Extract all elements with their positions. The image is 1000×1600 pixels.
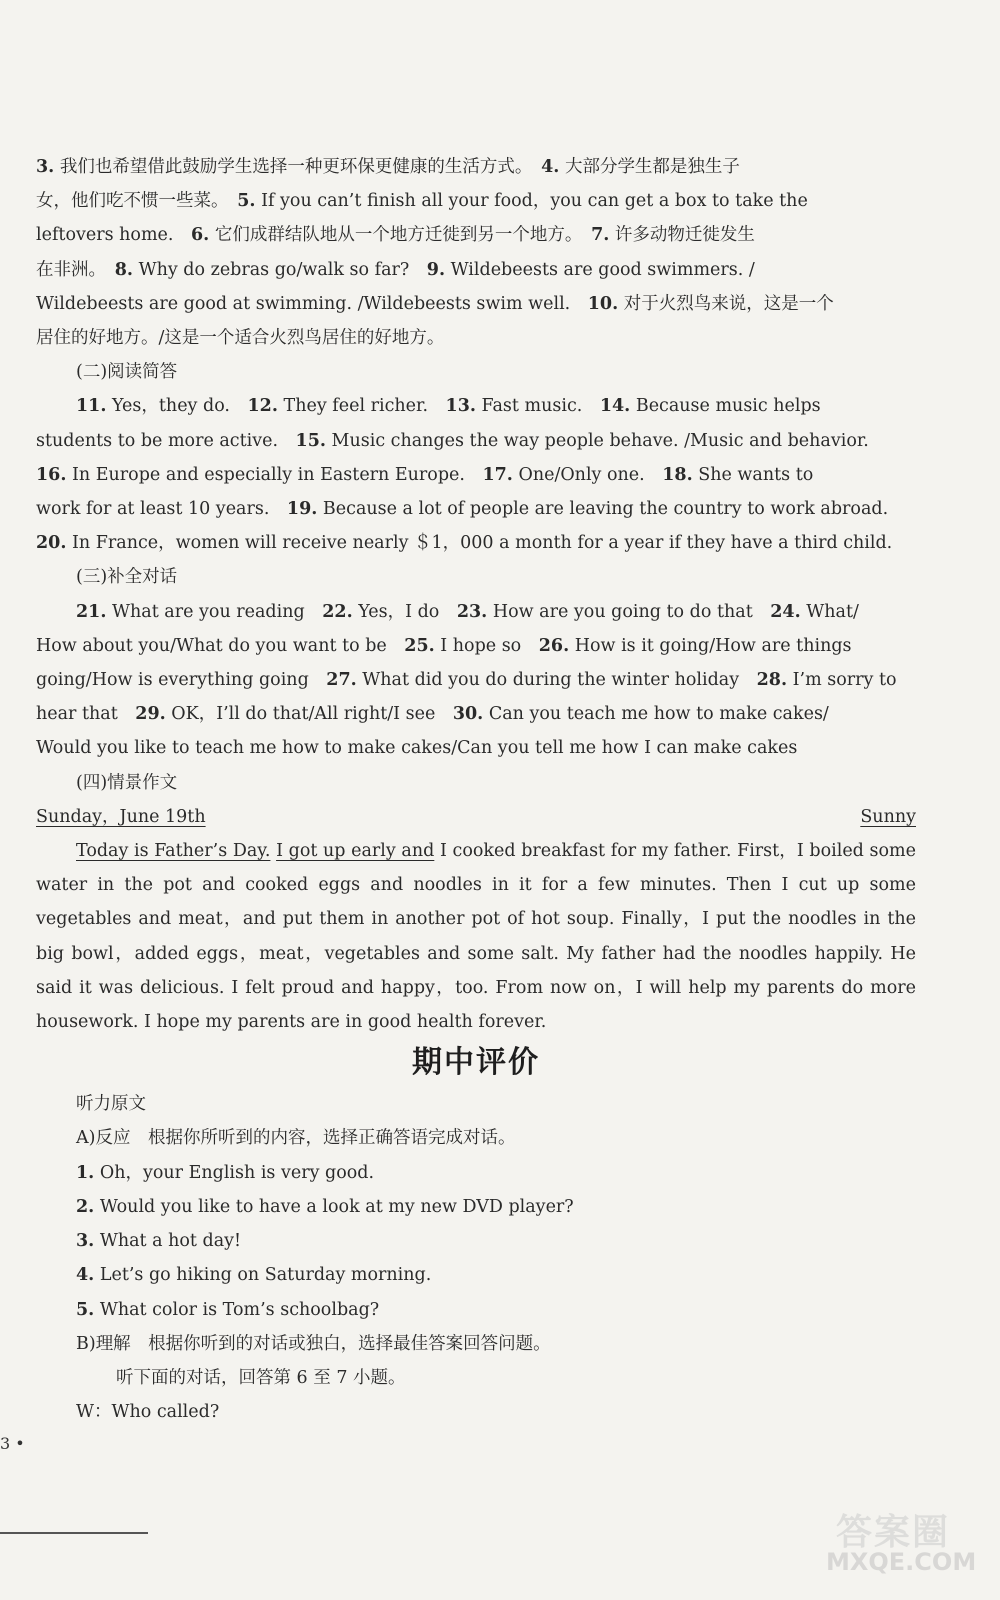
diary-header	[36, 800, 916, 834]
listening-item: 5. What color is Tom’s schoolbag?	[76, 1299, 380, 1320]
midterm-title: 期中评价	[412, 1045, 540, 1081]
answer-line: 21. What are you reading 22. Yes，I do 23. How are you going to do that 24. What/	[76, 601, 859, 622]
diary-date: Sunday，June 19th	[36, 806, 206, 827]
part-b-instruction: B)理解 根据你听到的对话或独白，选择最佳答案回答问题。	[76, 1333, 551, 1354]
answer-line: leftovers home. 6. 它们成群结队地从一个地方迁徙到另一个地方。 7. 许多动物迁徙发生	[36, 225, 755, 246]
listening-item: 1. Oh，your English is very good.	[76, 1162, 375, 1183]
answer-line: 3. 我们也希望借此鼓励学生选择一种更环保更健康的生活方式。 4. 大部分学生都是独生子	[36, 157, 740, 177]
answer-line: students to be more active. 15. Music changes the way people behave. /Music and behavior.	[36, 430, 869, 451]
answer-line: Wildebeests are good at swimming. /Wildebeests swim well. 10. 对于火烈鸟来说，这是一个	[36, 293, 834, 314]
watermark-text: MXQE.COM	[826, 1548, 977, 1576]
answer-line: 20. In France，women will receive nearly ＄1，000 a month for a year if they have a third child.	[36, 533, 893, 554]
answer-line: 16. In Europe and especially in Eastern Europe. 17. One/Only one. 18. She wants to	[36, 464, 814, 485]
listening-heading: 听力原文	[76, 1094, 146, 1115]
answer-line: 女，他们吃不惯一些菜。 5. If you can’t finish all your food，you can get a box to take the	[36, 191, 808, 212]
answer-line: 在非洲。 8. Why do zebras go/walk so far? 9. Wildebeests are good swimmers. /	[36, 259, 755, 280]
answer-line: work for at least 10 years. 19. Because a lot of people are leaving the country to work abroad.	[36, 499, 889, 520]
footer-rule	[0, 1532, 148, 1534]
section-heading-dialogue: (三)补全对话	[76, 567, 178, 588]
section-heading-writing: (四)情景作文	[76, 772, 178, 793]
section-heading-reading: (二)阅读简答	[76, 362, 178, 383]
part-a-instruction: A)反应 根据你所听到的内容，选择正确答语完成对话。	[76, 1128, 516, 1149]
dialogue-line: W：Who called?	[76, 1402, 220, 1423]
answer-line: hear that 29. OK，I’ll do that/All right/I see 30. Can you teach me how to make cakes/	[36, 704, 829, 725]
page-number: 3 •	[0, 1434, 25, 1453]
watermark-glyph: 答案圈	[836, 1512, 951, 1553]
answer-page	[36, 150, 916, 1429]
diary-weather: Sunny	[860, 806, 916, 827]
answer-line: 11. Yes，they do. 12. They feel richer. 13. Fast music. 14. Because music helps	[76, 396, 821, 417]
dialogue-instruction: 听下面的对话，回答第 6 至 7 小题。	[116, 1367, 406, 1388]
answer-line: Would you like to teach me how to make cakes/Can you tell me how I can make cakes	[36, 738, 798, 759]
diary-essay: Today is Father’s Day. I got up early and I cooked breakfast for my father. First，I boiled some water in the pot and cooked eggs and noodles in it for a few minutes. Then I cut up some vegetables and meat，and put them in another pot of hot soup. Finally，I put the noodles in the big bowl，added eggs，meat，vegetables and some salt. My father had the noodles happily. He said it was delicious. I felt proud and happy，too. From now on，I will help my parents do more housework. I hope my parents are in good health forever.	[36, 841, 916, 1033]
answer-line: How about you/What do you want to be 25. I hope so 26. How is it going/How are things	[36, 635, 852, 656]
answer-line: 居住的好地方。/这是一个适合火烈鸟居住的好地方。	[36, 328, 445, 349]
listening-item: 3. What a hot day!	[76, 1231, 242, 1252]
answer-line: going/How is everything going 27. What did you do during the winter holiday 28. I’m sorry to	[36, 670, 897, 691]
listening-item: 4. Let’s go hiking on Saturday morning.	[76, 1265, 432, 1286]
watermark-logo	[826, 1504, 976, 1584]
listening-item: 2. Would you like to have a look at my new DVD player?	[76, 1196, 574, 1217]
